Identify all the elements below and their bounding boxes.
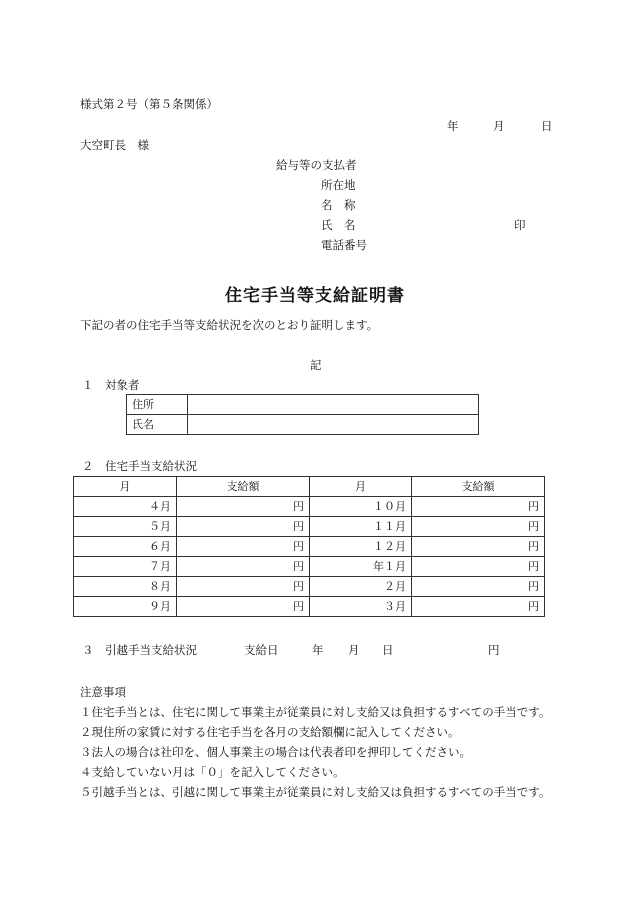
section1-heading: １ 対象者 [82,378,140,392]
name-label: 氏名 [127,415,188,435]
payer-person-label: 氏 名 [321,218,356,232]
payer-phone-label: 電話番号 [321,238,367,252]
note-item: ２現住所の家賃に対する住宅手当を各月の支給額欄に記入してください。 [80,725,460,739]
subject-table [126,394,479,435]
col-header-amount-1: 支給額 [177,477,310,497]
month-cell: 年１月 [310,557,412,577]
month-cell: ５月 [74,517,177,537]
table-row [74,597,545,617]
amount-cell[interactable]: 円 [412,537,545,557]
month-cell: ７月 [74,557,177,577]
name-field[interactable] [188,415,479,435]
month-cell: １０月 [310,497,412,517]
table-row [74,497,545,517]
month-cell: ４月 [74,497,177,517]
table-row [74,577,545,597]
notes-heading: 注意事項 [80,685,126,699]
intro-text: 下記の者の住宅手当等支給状況を次のとおり証明します。 [80,318,379,332]
month-cell: １２月 [310,537,412,557]
ki-label: 記 [310,358,322,372]
month-cell: ２月 [310,577,412,597]
table-row [127,415,479,435]
amount-cell[interactable]: 円 [177,517,310,537]
note-item: １住宅手当とは、住宅に関して事業主が従業員に対し支給又は負担するすべての手当です。 [80,705,551,719]
table-row [74,517,545,537]
pay-month-label: 月 [348,643,360,657]
document-title: 住宅手当等支給証明書 [225,286,405,306]
date-year-label: 年 [447,119,459,133]
section2-heading: ２ 住宅手当支給状況 [82,459,197,473]
table-row [74,537,545,557]
housing-allowance-table [73,476,545,617]
month-cell: ９月 [74,597,177,617]
table-row [74,557,545,577]
col-header-month-2: 月 [310,477,412,497]
date-day-label: 日 [541,119,553,133]
seal-mark: 印 [514,218,526,232]
amount-cell[interactable]: 円 [177,597,310,617]
month-cell: ８月 [74,577,177,597]
pay-year-label: 年 [312,643,324,657]
payer-address-label: 所在地 [321,178,356,192]
form-number: 様式第２号（第５条関係） [80,97,218,111]
month-cell: １１月 [310,517,412,537]
address-field[interactable] [188,395,479,415]
amount-cell[interactable]: 円 [412,597,545,617]
note-item: ４支給していない月は「０」を記入してください。 [80,765,345,779]
amount-cell[interactable]: 円 [412,497,545,517]
table-header-row [74,477,545,497]
pay-day-label: 日 [382,643,394,657]
payer-heading: 給与等の支払者 [276,158,357,172]
col-header-amount-2: 支給額 [412,477,545,497]
amount-cell[interactable]: 円 [177,497,310,517]
section3-heading: ３ 引越手当支給状況 [82,643,197,657]
amount-cell[interactable]: 円 [177,537,310,557]
moving-allowance-yen: 円 [488,643,500,657]
amount-cell[interactable]: 円 [412,577,545,597]
note-item: ３法人の場合は社印を、個人事業主の場合は代表者印を押印してください。 [80,745,471,759]
amount-cell[interactable]: 円 [412,517,545,537]
col-header-month-1: 月 [74,477,177,497]
address-label: 住所 [127,395,188,415]
amount-cell[interactable]: 円 [412,557,545,577]
addressee: 大空町長 様 [80,138,149,152]
table-row [127,395,479,415]
amount-cell[interactable]: 円 [177,577,310,597]
month-cell: ３月 [310,597,412,617]
pay-date-label: 支給日 [244,643,279,657]
payer-name-label: 名 称 [321,198,356,212]
month-cell: ６月 [74,537,177,557]
date-month-label: 月 [493,119,505,133]
note-item: ５引越手当とは、引越に関して事業主が従業員に対し支給又は負担するすべての手当です。 [80,785,551,799]
amount-cell[interactable]: 円 [177,557,310,577]
